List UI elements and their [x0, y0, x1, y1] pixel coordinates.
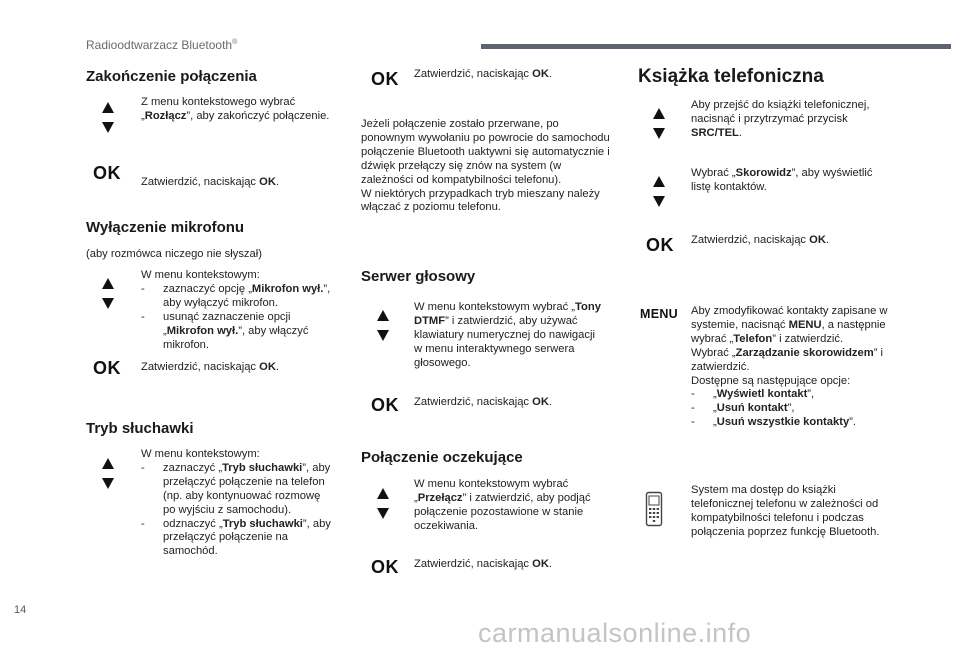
phonebook-option-view: - „Wyświetl kontakt”,: [691, 388, 891, 402]
mute-note: (aby rozmówca niczego nie słyszał): [86, 248, 262, 260]
ok-button-icon: OK: [93, 163, 121, 183]
handset-steps: W menu kontekstowym: - zaznaczyć „Tryb słuchawki”, aby przełączyć połączenie na telefon (np. aby kontynuować rozmowę po wyjściu z samochodu). - odznaczyć „Tryb słuchawki”, aby przełączyć połączenie na samochód.: [141, 448, 331, 559]
phonebook-option-delete-all: - „Usuń wszystkie kontakty”.: [691, 416, 891, 430]
waiting-step-select: W menu kontekstowym wybrać „Przełącz” i zatwierdzić, aby podjąć połączenie pozostawione w stanie oczekiwania.: [414, 478, 591, 532]
up-down-arrows-icon: [377, 488, 391, 519]
phonebook-option-delete: - „Usuń kontakt”,: [691, 402, 891, 416]
header-bar: [481, 44, 951, 49]
ok-button-icon: OK: [371, 557, 399, 577]
up-down-arrows-icon: [653, 108, 667, 139]
mute-step-disable: - usunąć zaznaczenie opcji „Mikrofon wył.”, aby włączyć mikrofon.: [141, 311, 331, 353]
mute-step-enable: - zaznaczyć opcję „Mikrofon wył.”, aby wyłączyć mikrofon.: [141, 283, 331, 311]
phonebook-note: System ma dostęp do książki telefonicznej telefonu w zależności od kompatybilności telefonu i podczas połączenia poprzez funkcję Bluetooth.: [691, 484, 880, 538]
end-call-step-confirm: Zatwierdzić, naciskając OK.: [141, 176, 280, 188]
phonebook-step-index: Wybrać „Skorowidz”, aby wyświetlić listę kontaktów.: [691, 167, 873, 193]
up-down-arrows-icon: [102, 102, 116, 133]
handset-step-disable: - odznaczyć „Tryb słuchawki”, aby przełączyć połączenie na samochód.: [141, 518, 331, 560]
section-title-end-call: Zakończenie połączenia: [86, 68, 257, 85]
section-title-phonebook: Książka telefoniczna: [638, 66, 824, 87]
section-title-call-waiting: Połączenie oczekujące: [361, 449, 523, 466]
section-title-mute: Wyłączenie mikrofonu: [86, 219, 245, 236]
phone-icon: [645, 491, 663, 527]
ok-button-icon: OK: [646, 235, 674, 255]
section-title-handset: Tryb słuchawki: [86, 420, 194, 437]
phonebook-step-modify: Aby zmodyfikować kontakty zapisane w systemie, nacisnąć MENU, a następnie wybrać „Telefon” i zatwierdzić. Wybrać „Zarządzanie skorowidzem” i zatwierdzić. Dostępne są następujące opcje: - „Wyświetl kontakt”, - „Usuń kontakt”, - „Usuń wszystkie kontakty”.: [691, 305, 891, 430]
mute-steps: W menu kontekstowym: - zaznaczyć opcję „Mikrofon wył.”, aby wyłączyć mikrofon. - usunąć zaznaczenie opcji „Mikrofon wył.”, aby włączyć mikrofon.: [141, 269, 331, 352]
ok-button-icon: OK: [371, 69, 399, 89]
section-title-voice-server: Serwer głosowy: [361, 268, 476, 285]
reconnect-paragraph: Jeżeli połączenie zostało przerwane, po ponownym wywołaniu po powrocie do samochodu połączenie Bluetooth uaktywni się automatycznie i dźwięk przełączy się znów na system (w zależności od kompatybilności telefonu). W niektórych przypadkach tryb mieszany należy włączać z poziomu telefonu.: [361, 118, 610, 214]
registered-mark: ®: [232, 39, 238, 46]
voice-step-confirm: Zatwierdzić, naciskając OK.: [414, 396, 553, 408]
waiting-step-confirm: Zatwierdzić, naciskając OK.: [414, 558, 553, 570]
ok-button-icon: OK: [371, 395, 399, 415]
phonebook-step-open: Aby przejść do książki telefonicznej, nacisnąć i przytrzymać przycisk SRC/TEL.: [691, 99, 870, 139]
page-header-title: [86, 38, 237, 52]
up-down-arrows-icon: [102, 458, 116, 489]
header-title-text: Radioodtwarzacz Bluetooth: [86, 38, 233, 52]
phonebook-step-confirm: Zatwierdzić, naciskając OK.: [691, 234, 830, 246]
up-down-arrows-icon: [653, 176, 667, 207]
voice-step-select: W menu kontekstowym wybrać „Tony DTMF” i zatwierdzić, aby używać klawiatury numerycznej do nawigacji w menu interaktywnego serwera głosowego.: [414, 301, 601, 369]
up-down-arrows-icon: [377, 310, 391, 341]
menu-button-icon: MENU: [640, 307, 679, 321]
mute-step-confirm: Zatwierdzić, naciskając OK.: [141, 361, 280, 373]
watermark: carmanualsonline.info: [478, 618, 752, 648]
col2-step-confirm: Zatwierdzić, naciskając OK.: [414, 68, 553, 80]
page-number: 14: [14, 604, 27, 616]
ok-button-icon: OK: [93, 358, 121, 378]
handset-step-enable: - zaznaczyć „Tryb słuchawki”, aby przełączyć połączenie na telefon (np. aby kontynuować rozmowę po wyjściu z samochodu).: [141, 462, 331, 518]
up-down-arrows-icon: [102, 278, 116, 309]
end-call-step-select: Z menu kontekstowego wybrać „Rozłącz”, aby zakończyć połączenie.: [141, 96, 330, 122]
